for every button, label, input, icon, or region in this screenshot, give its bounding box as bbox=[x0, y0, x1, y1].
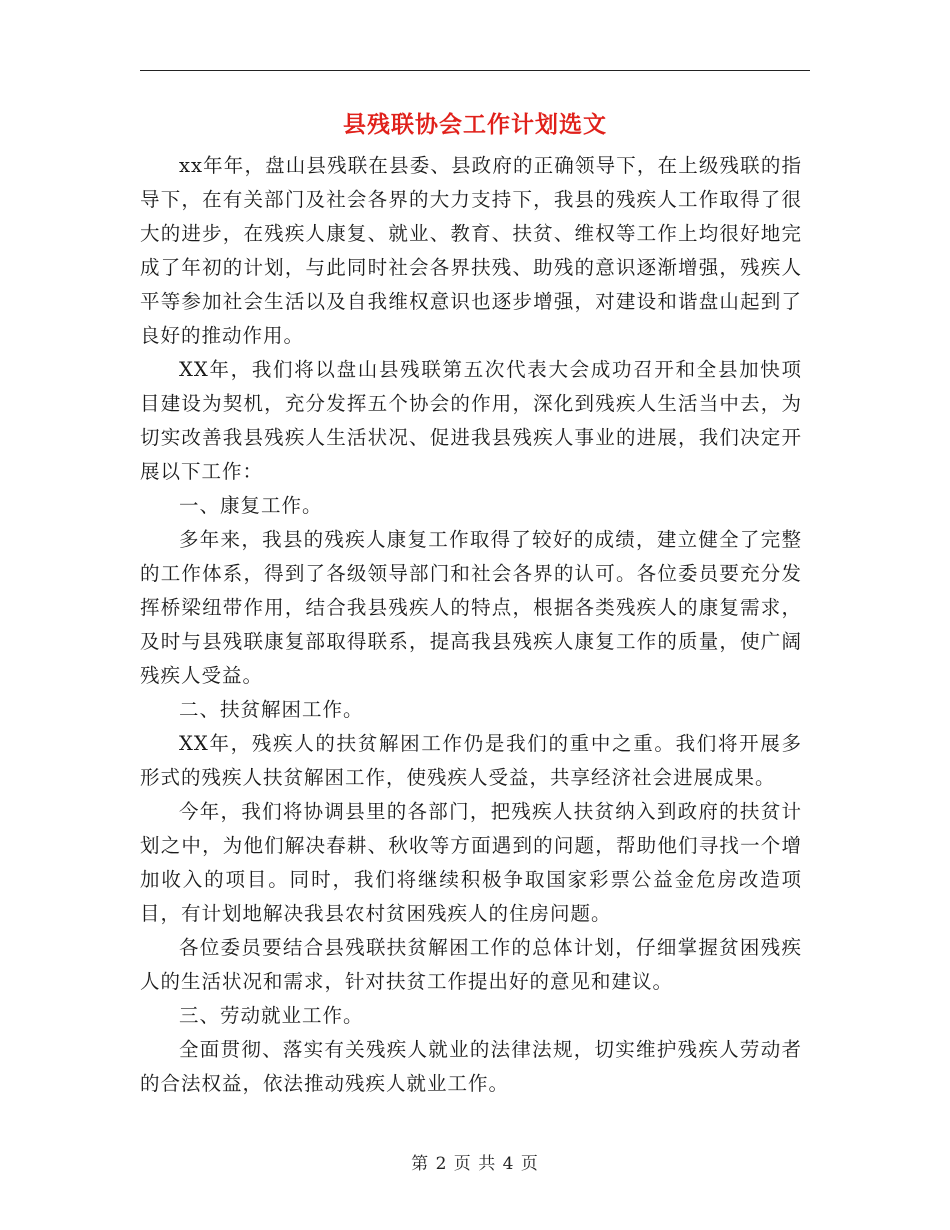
paragraph-plan: XX年，我们将以盘山县残联第五次代表大会成功召开和全县加快项目建设为契机，充分发挥五个协会的作用，深化到残疾人生活当中去，为切实改善我县残疾人生活状况、促进我县残疾人事业的进展，我们决定开展以下工作： bbox=[140, 358, 802, 483]
page-number-footer: 第 2 页 共 4 页 bbox=[411, 1154, 539, 1174]
document-body bbox=[140, 149, 802, 1101]
section-heading-employment: 三、劳动就业工作。 bbox=[179, 1004, 364, 1027]
paragraph-poverty-plan: 今年，我们将协调县里的各部门，把残疾人扶贫纳入到政府的扶贫计划之中，为他们解决春耕、秋收等方面遇到的问题，帮助他们寻找一个增加收入的项目。同时，我们将继续积极争取国家彩票公益金危房改造项目，有计划地解决我县农村贫困残疾人的住房问题。 bbox=[140, 800, 802, 925]
header-rule bbox=[140, 70, 810, 71]
section-heading-poverty-relief: 二、扶贫解困工作。 bbox=[179, 698, 364, 721]
paragraph-employment: 全面贯彻、落实有关残疾人就业的法律法规，切实维护残疾人劳动者的合法权益，依法推动残疾人就业工作。 bbox=[140, 1038, 802, 1095]
paragraph-intro: xx年年，盘山县残联在县委、县政府的正确领导下，在上级残联的指导下，在有关部门及社会各界的大力支持下，我县的残疾人工作取得了很大的进步，在残疾人康复、就业、教育、扶贫、维权等工作上均很好地完成了年初的计划，与此同时社会各界扶残、助残的意识逐渐增强，残疾人平等参加社会生活以及自我维权意识也逐步增强，对建设和谐盘山起到了良好的推动作用。 bbox=[140, 154, 802, 347]
paragraph-poverty-relief: XX年，残疾人的扶贫解困工作仍是我们的重中之重。我们将开展多形式的残疾人扶贫解困工作，使残疾人受益，共享经济社会进展成果。 bbox=[140, 732, 802, 789]
section-heading-rehabilitation: 一、康复工作。 bbox=[179, 494, 323, 517]
paragraph-committee-duty: 各位委员要结合县残联扶贫解困工作的总体计划，仔细掌握贫困残疾人的生活状况和需求，针对扶贫工作提出好的意见和建议。 bbox=[140, 936, 802, 993]
paragraph-rehabilitation: 多年来，我县的残疾人康复工作取得了较好的成绩，建立健全了完整的工作体系，得到了各级领导部门和社会各界的认可。各位委员要充分发挥桥梁纽带作用，结合我县残疾人的特点，根据各类残疾人的康复需求，及时与县残联康复部取得联系，提高我县残疾人康复工作的质量，使广阔残疾人受益。 bbox=[140, 528, 802, 687]
document-title: 县残联协会工作计划选文 bbox=[343, 111, 607, 138]
